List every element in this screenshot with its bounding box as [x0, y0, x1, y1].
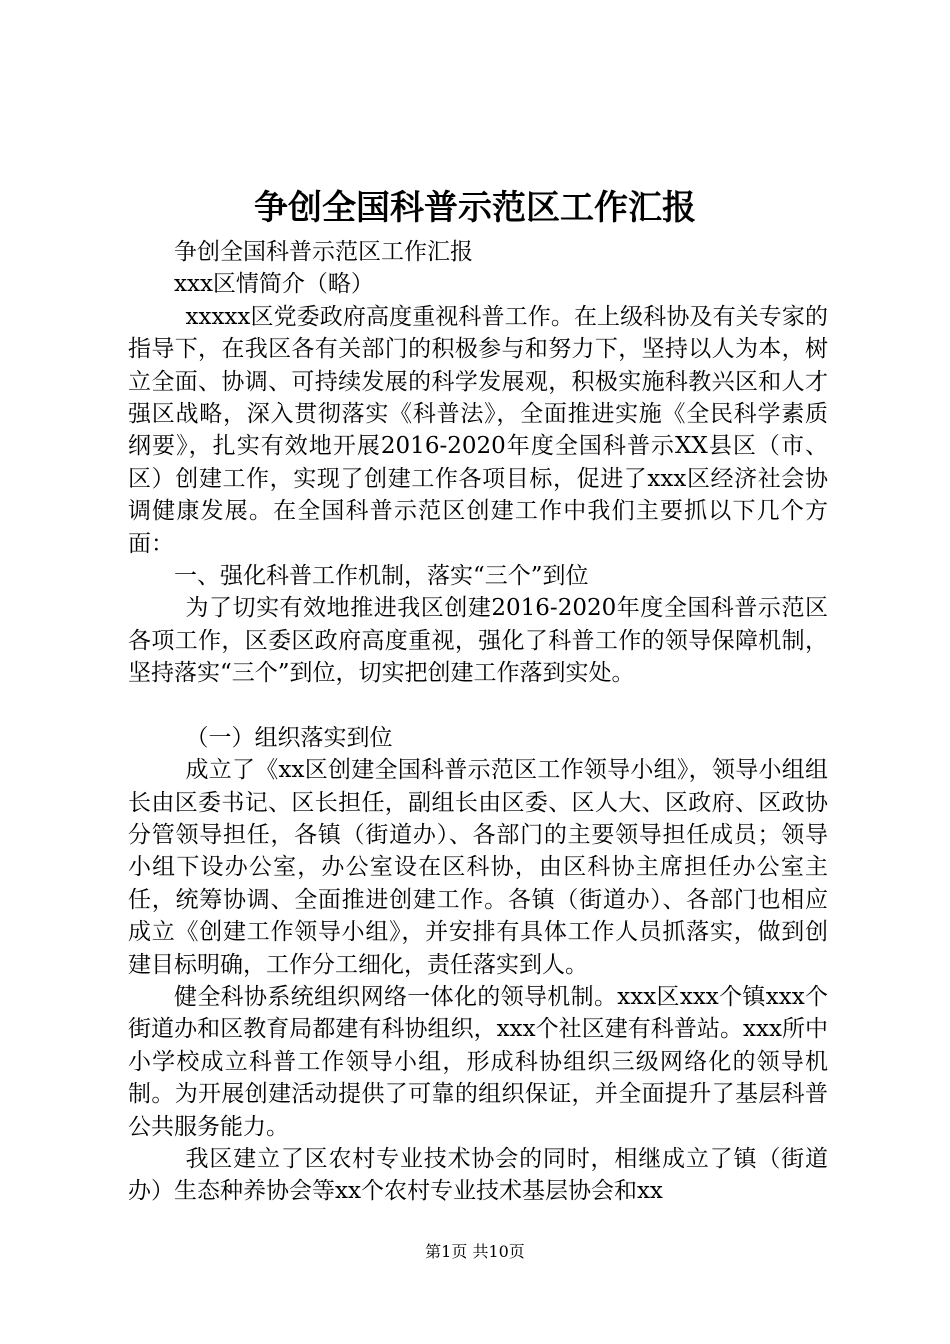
paragraph-leadership-group: 成立了《xx区创建全国科普示范区工作领导小组》，领导小组组长由区委书记、区长担任，副组长由区委、区人大、区政府、区政协分管领导担任，各镇（街道办）、各部门的主要领导担任成员；领导小组下设办公室，办公室设在区科协，由区科协主席担任办公室主任，统筹协调、全面推进创建工作。各镇（街道办）、各部门也相应成立《创建工作领导小组》，并安排有具体工作人员抓落实，做到创建目标明确，工作分工细化，责任落实到人。	[128, 757, 828, 978]
page-footer: 第1页 共10页	[425, 1242, 525, 1261]
document-title: 争创全国科普示范区工作汇报	[254, 188, 696, 228]
paragraph-overview: xxxxx区党委政府高度重视科普工作。在上级科协及有关专家的指导下，在我区各有关部门的积极参与和努力下，坚持以人为本，树立全面、协调、可持续发展的科学发展观，积极实施科教兴区和人才强区战略，深入贯彻落实《科普法》，全面推进实施《全民科学素质纲要》，扎实有效地开展2016-2020年度全国科普示XX县区（市、区）创建工作，实现了创建工作各项目标，促进了xxx区经济社会协调健康发展。在全国科普示范区创建工作中我们主要抓以下几个方面：	[128, 303, 828, 557]
paragraph-district-intro: xxx区情简介（略）	[174, 271, 374, 298]
subsection-heading-1: （一）组织落实到位	[185, 724, 393, 751]
paragraph-subtitle: 争创全国科普示范区工作汇报	[174, 239, 473, 265]
paragraph-associations: 我区建立了区农村专业技术协会的同时，相继成立了镇（街道办）生态种养协会等xx个农村专业技术基层协会和xx	[128, 1145, 828, 1205]
section-heading-1: 一、强化科普工作机制，落实“三个”到位	[174, 563, 589, 590]
paragraph-mechanism: 为了切实有效地推进我区创建2016-2020年度全国科普示范区各项工作，区委区政府高度重视，强化了科普工作的领导保障机制，坚持落实“三个”到位，切实把创建工作落到实处。	[128, 595, 828, 687]
paragraph-spacer	[128, 690, 828, 722]
paragraph-network: 健全科协系统组织网络一体化的领导机制。xxx区xxx个镇xxx个街道办和区教育局都建有科协组织，xxx个社区建有科普站。xxx所中小学校成立科普工作领导小组，形成科协组织三级网络化的领导机制。为开展创建活动提供了可靠的组织保证，并全面提升了基层科普公共服务能力。	[128, 983, 828, 1140]
document-body	[128, 236, 828, 1208]
